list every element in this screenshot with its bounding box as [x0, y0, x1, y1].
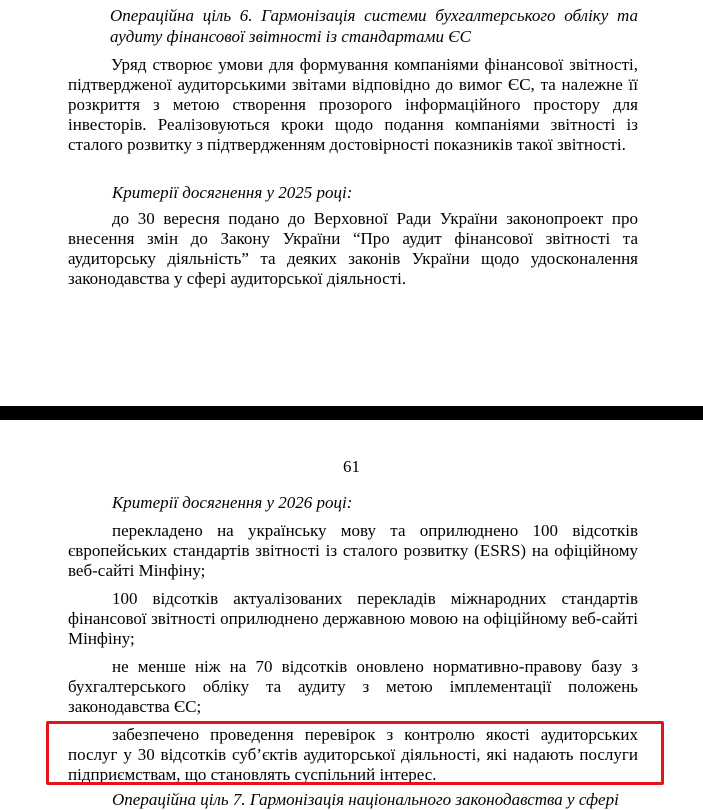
criteria-2026-item-text: перекладено на українську мову та оприлюднено 100 відсотків європейських стандартів звітності із сталого розвитку (ESRS) на офіційному веб-сайті Мінфіну; [68, 521, 638, 580]
criteria-2026-item-text: не менше ніж на 70 відсотків оновлено нормативно-правову базу з бухгалтерського обліку та аудиту з метою імплементації положень законодавства ЄС; [68, 657, 638, 716]
next-goal-title-partial: Операційна ціль 7. Гармонізація національного законодавства у сфері [112, 790, 619, 809]
goal-description [68, 55, 638, 155]
criteria-2025-heading: Критерії досягнення у 2025 році: [112, 183, 353, 202]
criteria-2026-item [68, 589, 638, 649]
criteria-2026-item [68, 521, 638, 581]
criteria-2026-heading: Критерії досягнення у 2026 році: [112, 493, 353, 512]
page-number: 61 [343, 457, 360, 476]
criteria-2026-item [68, 657, 638, 717]
page-separator [0, 406, 703, 420]
criteria-2026-item-text: 100 відсотків актуалізованих перекладів міжнародних стандартів фінансової звітності оприлюднено державною мовою на офіційному веб-сайті Мінфіну; [68, 589, 638, 648]
criteria-2025-item [68, 209, 638, 289]
goal-title: Операційна ціль 6. Гармонізація системи бухгалтерського обліку та аудиту фінансової звітності із стандартами ЄС [110, 6, 638, 46]
criteria-2026-item-text: забезпечено проведення перевірок з контролю якості аудиторських послуг у 30 відсотків суб’єктів аудиторської діяльності, які надають послуги підприємствам, що становлять суспільний інтерес. [68, 725, 638, 784]
criteria-2025-item-text: до 30 вересня подано до Верховної Ради України законопроект про внесення змін до Закону України “Про аудит фінансової звітності та аудиторську діяльність” та деяких законів України щодо удосконалення законодавства у сфері аудиторської діяльності. [68, 209, 638, 288]
highlight-annotation-box [46, 721, 664, 785]
goal-description-text: Уряд створює умови для формування компаніями фінансової звітності, підтвердженої аудиторськими звітами відповідно до вимог ЄС, та належне її розкриття з метою створення прозорого інформаційного простору для інвесторів. Реалізовуються кроки щодо подання компаніями звітності із сталого розвитку з підтвердженням достовірності показників такої звітності. [68, 55, 638, 154]
